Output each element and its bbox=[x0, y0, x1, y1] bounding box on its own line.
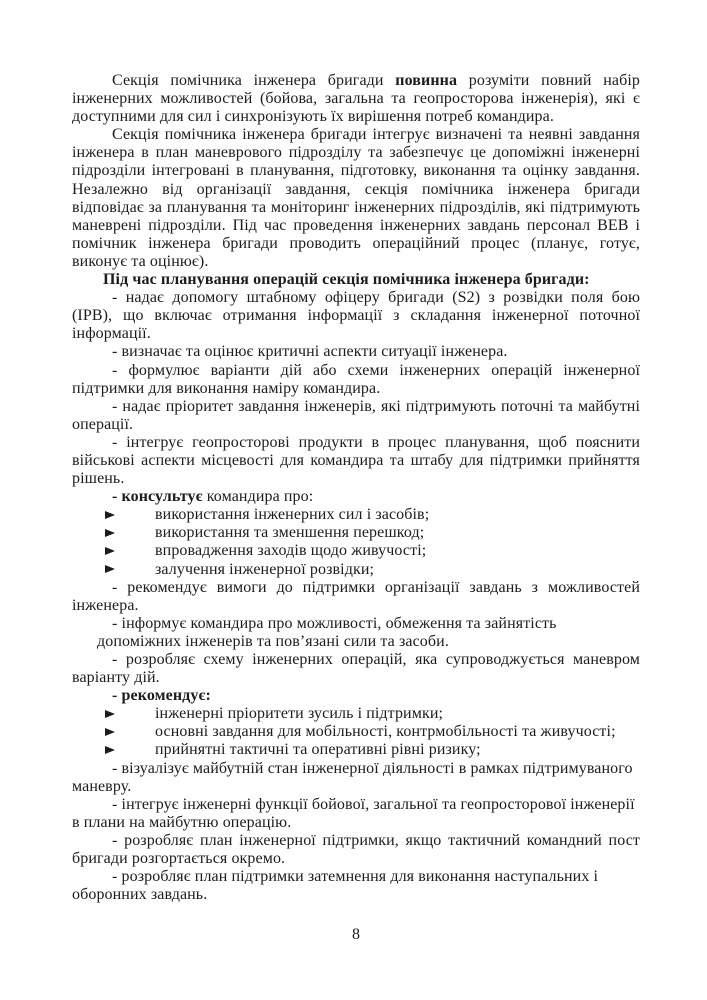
bullet-arrowhead-icon bbox=[105, 529, 115, 537]
text-run: використання та зменшення перешкод; bbox=[155, 524, 425, 542]
bullet-arrowhead-icon bbox=[105, 511, 115, 519]
text-run: - інтегрує геопросторові продукти в процес планування, щоб пояснити військові аспекти місцевості для командира та штабу для підтримки прийняття рішень. bbox=[72, 433, 640, 488]
list-bullet bbox=[72, 723, 640, 741]
text-run: - визначає та оцінює критичні аспекти ситуації інженера. bbox=[112, 343, 508, 361]
paragraph bbox=[72, 398, 640, 434]
text-run: - формулює варіанти дій або схеми інженерних операцій інженерної підтримки для виконання наміру командира. bbox=[72, 361, 640, 397]
text-run: - надає допомогу штабному офіцеру бригади (S2) з розвідки поля бою (IPB), що включає отримання інформації з складання інженерної поточної інформації. bbox=[72, 289, 640, 343]
page-number: 8 bbox=[352, 926, 360, 943]
text-run: розуміти повний набір інженерних можливостей (бойова, загальна та геопросторова інженерія), які є доступними для сил і синхронізують їх вирішення потреб командира. bbox=[72, 72, 640, 126]
bold-text-run: повинна bbox=[395, 72, 458, 89]
bold-text-run: Під час планування операцій секція помічника інженера бригади: bbox=[103, 271, 590, 289]
bullet-arrowhead-icon bbox=[105, 547, 115, 555]
text-run: прийнятні тактичні та оперативні рівні ризику; bbox=[155, 741, 481, 759]
paragraph bbox=[72, 832, 640, 868]
paragraph bbox=[72, 868, 640, 904]
paragraph bbox=[72, 343, 640, 361]
paragraph bbox=[72, 362, 640, 398]
list-bullet bbox=[72, 561, 640, 579]
text-run: - розробляє план інженерної підтримки, якщо тактичний командний пост бригади розгортається окремо. bbox=[72, 831, 640, 868]
text-run: впровадження заходів щодо живучості; bbox=[155, 542, 427, 560]
text-run: основні завдання для мобільності, контрмобільності та живучості; bbox=[155, 723, 616, 741]
section-heading bbox=[72, 271, 640, 289]
bold-text-run: - рекомендує: bbox=[112, 687, 211, 705]
document-content bbox=[72, 72, 640, 904]
text-run: - візуалізує майбутній стан інженерної діяльності в рамках підтримуваного маневру. bbox=[72, 759, 633, 795]
text-run: використання інженерних сил і засобів; bbox=[155, 506, 430, 524]
paragraph bbox=[72, 126, 640, 271]
list-bullet bbox=[72, 542, 640, 560]
paragraph bbox=[72, 687, 640, 705]
list-bullet bbox=[72, 741, 640, 759]
text-run: командира про: bbox=[202, 488, 314, 506]
list-bullet bbox=[72, 705, 640, 723]
bullet-arrowhead-icon bbox=[105, 746, 115, 754]
text-run: інженерні пріоритети зусиль і підтримки; bbox=[155, 705, 444, 723]
text-run: - надає пріоритет завдання інженерів, які підтримують поточні та майбутні операції. bbox=[72, 397, 640, 433]
paragraph bbox=[72, 289, 640, 343]
text-run: - розробляє план підтримки затемнення для виконання наступальних і оборонних завдань. bbox=[72, 868, 599, 904]
text-run: - розробляє схему інженерних операцій, яка супроводжується маневром варіанту дій. bbox=[72, 651, 640, 687]
text-run: Секція помічника інженера бригади bbox=[112, 72, 396, 89]
text-run: допоміжних інженерів та пов’язані сили та засоби. bbox=[97, 632, 449, 650]
paragraph bbox=[97, 615, 640, 651]
text-run: залучення інженерної розвідки; bbox=[155, 560, 375, 578]
bold-text-run: - консультує bbox=[112, 488, 203, 506]
bullet-arrowhead-icon bbox=[105, 728, 115, 736]
list-bullet bbox=[72, 506, 640, 524]
paragraph bbox=[72, 651, 640, 687]
text-run: - інформує командира про можливості, обмеження та зайнятість bbox=[112, 614, 557, 632]
text-run: - інтегрує інженерні функції бойової, загальної та геопросторової інженерії в плани на майбутню операцію. bbox=[72, 795, 635, 831]
text-run: Секція помічника інженера бригади інтегрує визначені та неявні завдання інженера в план маневрового підрозділу та забезпечує це допоміжні інженерні підрозділи інтегровані в планування, підготовку, виконання та оцінку завдання. Незалежно від організації завдання, секція помічника інженера бригади відповідає за планування та моніторинг інженерних підрозділів, які підтримують маневрені підрозділи. Під час проведення інженерних завдань персонал BEB і помічник інженера бригади проводить операційний процес (планує, готує, виконує та оцінює). bbox=[72, 126, 640, 270]
bullet-arrowhead-icon bbox=[105, 565, 115, 573]
paragraph bbox=[72, 579, 640, 615]
paragraph bbox=[72, 488, 640, 506]
paragraph bbox=[72, 434, 640, 488]
paragraph bbox=[72, 72, 640, 126]
text-run: - рекомендує вимоги до підтримки організації завдань з можливостей інженера. bbox=[72, 578, 640, 614]
list-bullet bbox=[72, 524, 640, 542]
paragraph bbox=[72, 760, 640, 796]
paragraph bbox=[72, 796, 640, 832]
bullet-arrowhead-icon bbox=[105, 710, 115, 718]
